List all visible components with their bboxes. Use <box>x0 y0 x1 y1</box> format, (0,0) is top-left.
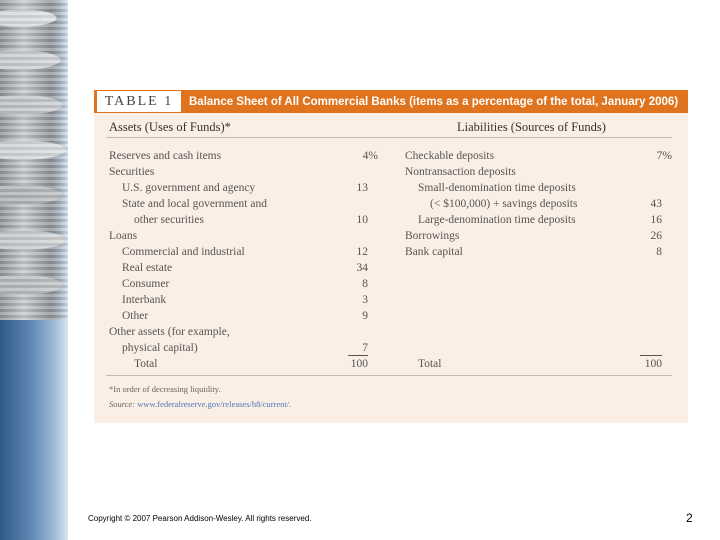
asset-label: Other assets (for example, <box>109 326 230 338</box>
asset-label: Securities <box>109 166 155 178</box>
asset-label: Other <box>122 310 149 322</box>
asset-label: Reserves and cash items <box>109 150 222 162</box>
liability-label: Nontransaction deposits <box>405 166 516 178</box>
asset-total-label: Total <box>134 358 158 370</box>
asset-label: Loans <box>109 230 138 242</box>
coin-stack-image <box>0 0 68 320</box>
liability-label: Small-denomination time deposits <box>418 182 576 194</box>
footer-rule <box>106 375 672 376</box>
asset-value: 12 <box>356 246 368 258</box>
asset-label: Interbank <box>122 294 167 306</box>
asset-label: other securities <box>134 214 204 226</box>
asset-label: State and local government and <box>122 198 267 210</box>
asset-value: 7 <box>362 342 368 354</box>
liability-value: 7% <box>656 150 672 162</box>
asset-total-value: 100 <box>350 358 368 370</box>
asset-value: 4% <box>362 150 378 162</box>
liability-value: 26 <box>650 230 662 242</box>
liability-total-label: Total <box>418 358 442 370</box>
liability-value: 8 <box>656 246 662 258</box>
asset-label: Real estate <box>122 262 173 274</box>
asset-label: physical capital) <box>122 342 198 354</box>
source-label: Source: <box>109 399 136 409</box>
liabilities-column-header: Liabilities (Sources of Funds) <box>457 120 606 134</box>
source-line <box>109 399 291 409</box>
asset-label: Commercial and industrial <box>122 246 245 258</box>
page-number: 2 <box>686 511 693 525</box>
table-title: Balance Sheet of All Commercial Banks (items as a percentage of the total, January 2006) <box>189 95 679 108</box>
table-header <box>94 90 688 113</box>
asset-value: 13 <box>356 182 368 194</box>
copyright-notice: Copyright © 2007 Pearson Addison-Wesley. All rights reserved. <box>88 514 312 523</box>
liability-label: Large-denomination time deposits <box>418 214 576 226</box>
asset-value: 34 <box>356 262 368 274</box>
asset-label: Consumer <box>122 278 170 290</box>
liability-value: 43 <box>650 198 662 210</box>
liability-label: Checkable deposits <box>405 150 495 162</box>
asset-label: U.S. government and agency <box>122 182 256 194</box>
asset-value: 10 <box>356 214 368 226</box>
source-link[interactable]: www.federalreserve.gov/releases/h8/current/. <box>137 399 292 409</box>
liability-label: Borrowings <box>405 230 460 242</box>
footnote: *In order of decreasing liquidity. <box>109 384 221 394</box>
liability-total-value: 100 <box>644 358 662 370</box>
asset-value: 8 <box>362 278 368 290</box>
asset-value: 3 <box>362 294 368 306</box>
header-rule <box>106 137 672 138</box>
assets-column-header: Assets (Uses of Funds)* <box>109 120 231 134</box>
balance-sheet-table <box>94 90 688 423</box>
liability-value: 16 <box>650 214 662 226</box>
liability-label: Bank capital <box>405 246 463 258</box>
asset-value: 9 <box>362 310 368 322</box>
table-number-tag: TABLE 1 <box>97 91 181 112</box>
liability-label: (< $100,000) + savings deposits <box>430 198 578 210</box>
